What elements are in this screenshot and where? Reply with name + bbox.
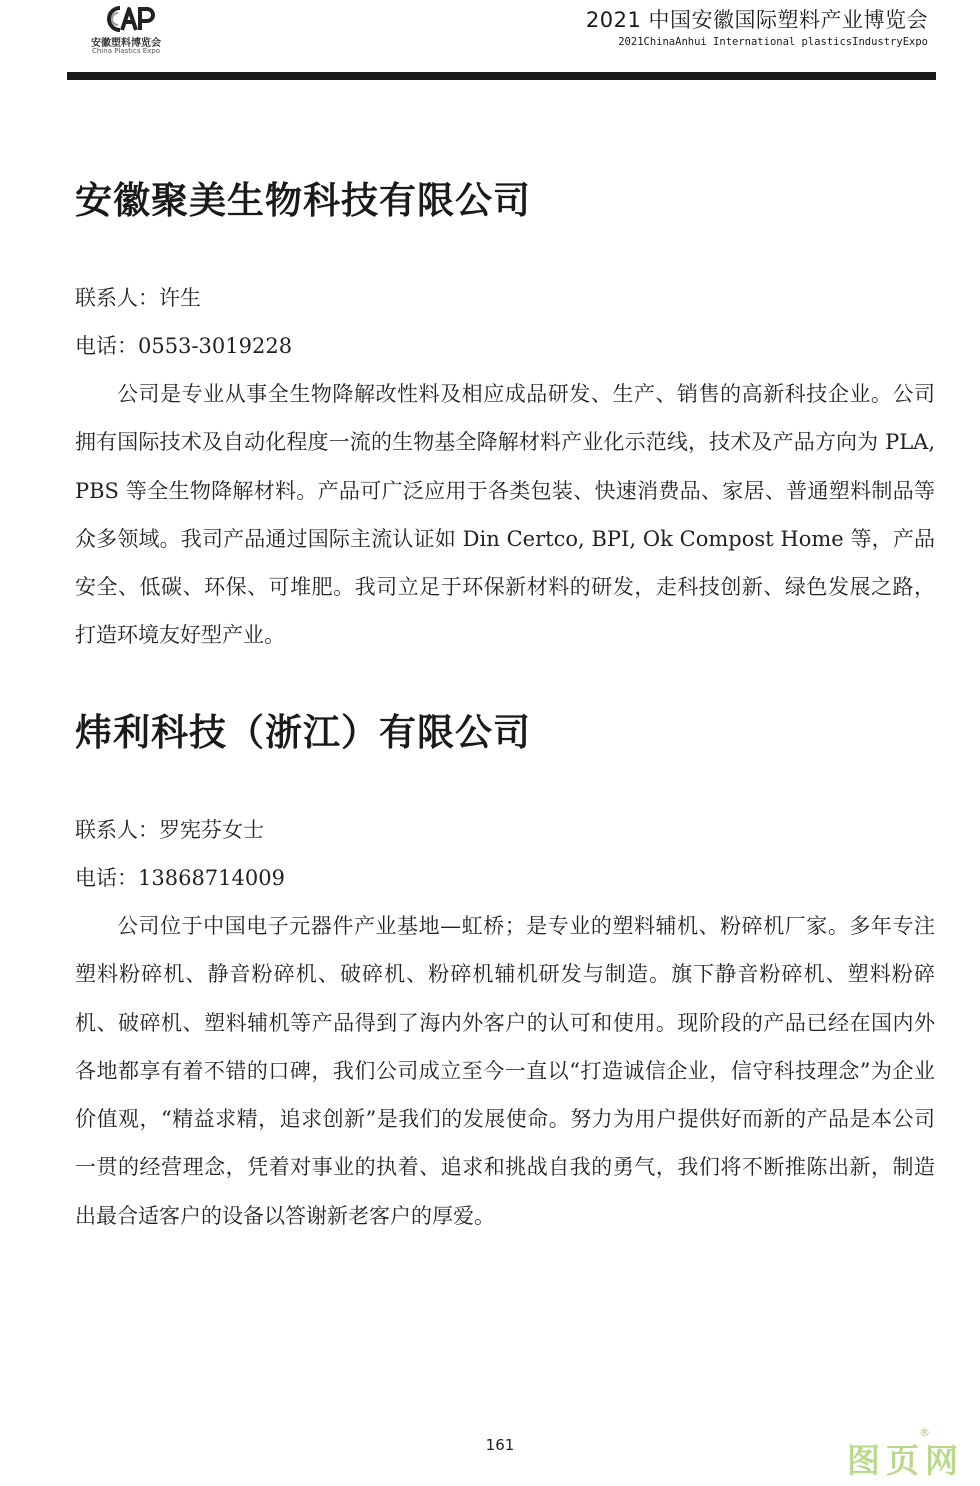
- company-contact: 联系人：许生: [75, 286, 201, 310]
- company-name: 安徽聚美生物科技有限公司: [75, 179, 531, 222]
- company-description: 公司是专业从事全生物降解改性料及相应成品研发、生产、销售的高新科技企业。公司拥有国际技术及自动化程度一流的生物基全降解材料产业化示范线，技术及产品方向为 PLA, PBS 等全生物降解材料。产品可广泛应用于各类包装、快速消费品、家居、普通塑料制品等众多领域。我司产品通过国际主流认证如 Din Certco, BPI, Ok Compost Home 等，产品安全、低碳、环保、可堆肥。我司立足于环保新材料的研发，走科技创新、绿色发展之路，打造环境友好型产业。: [75, 382, 935, 648]
- company-entry-weili: [75, 708, 935, 1240]
- page-number: 161: [485, 1436, 515, 1454]
- company-contact: 联系人：罗宪芬女士: [75, 818, 264, 842]
- company-phone: 电话：13868714009: [75, 866, 285, 890]
- company-name: 炜利科技（浙江）有限公司: [75, 711, 531, 754]
- logo-name-en: China Plastics Expo: [91, 47, 161, 55]
- company-description: 公司位于中国电子元器件产业基地—虹桥；是专业的塑料辅机、粉碎机厂家。多年专注塑料粉碎机、静音粉碎机、破碎机、粉碎机辅机研发与制造。旗下静音粉碎机、塑料粉碎机、破碎机、塑料辅机等产品得到了海内外客户的认可和使用。现阶段的产品已经在国内外各地都享有着不错的口碑，我们公司成立至今一直以“打造诚信企业，信守科技理念”为企业价值观，“精益求精，追求创新”是我们的发展使命。努力为用户提供好而新的产品是本公司一贯的经营理念，凭着对事业的执着、追求和挑战自我的勇气，我们将不断推陈出新，制造出最合适客户的设备以答谢新老客户的厚爱。: [75, 914, 935, 1228]
- header-divider: [67, 72, 936, 80]
- company-entry-jumei: [75, 176, 935, 660]
- expo-title: 2021 中国安徽国际塑料产业博览会: [585, 8, 928, 32]
- watermark-registered-icon: ®: [919, 1426, 930, 1439]
- company-phone: 电话：0553-3019228: [75, 334, 293, 358]
- cap-logo-icon: [98, 4, 158, 34]
- expo-logo: [84, 4, 168, 56]
- expo-subtitle: 2021ChinaAnhui International plasticsIndustryExpo: [618, 36, 928, 48]
- watermark: 图页网: [847, 1441, 964, 1480]
- logo-name-cn: 安徽塑料博览会: [91, 38, 161, 49]
